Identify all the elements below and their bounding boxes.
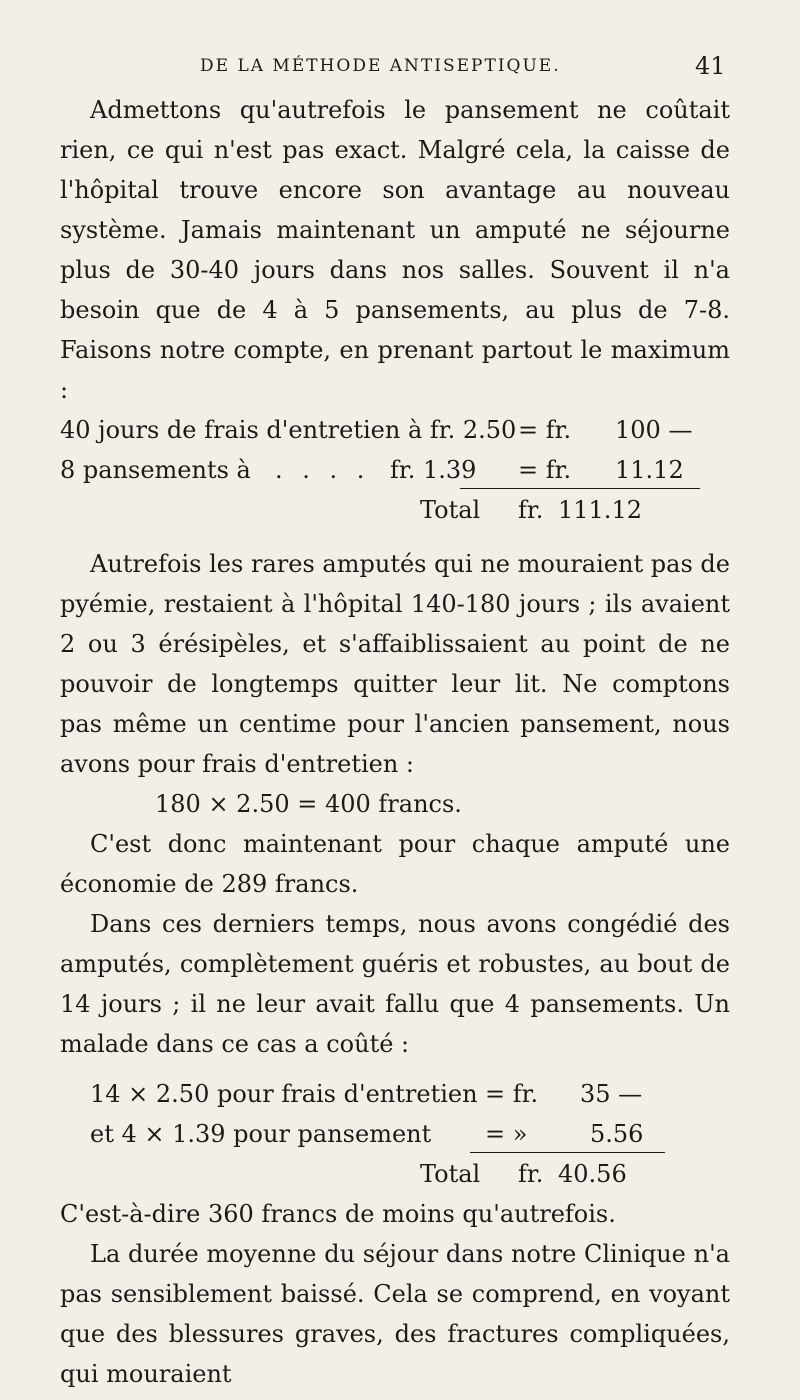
calc1-total [60,490,730,530]
calc2-text: 180 × 2.50 = 400 francs. [155,790,462,818]
body-text [60,90,730,1394]
calc1-line1-eq: = fr. [518,416,572,444]
calc1-total-fr: fr. [518,496,544,524]
calc1-total-label: Total [420,496,481,524]
calc3-total-label: Total [420,1160,481,1188]
calc1-line2-desc: 8 pansements à [60,456,251,484]
calc3-total-fr: fr. [518,1160,544,1188]
paragraph-6: La durée moyenne du séjour dans notre Clinique n'a pas sensiblement baissé. Cela se comprend, en voyant que des blessures graves, des fractures compliquées, qui mouraient [60,1240,730,1388]
page-number: 41 [695,52,726,80]
paragraph-2: Autrefois les rares amputés qui ne mouraient pas de pyémie, restaient à l'hôpital 140-180 jours ; ils avaient 2 ou 3 érésipèles, et s'affaiblissaient au point de ne pouvoir de longtemps quitter leur lit. Ne comptons pas même un centime pour l'ancien pansement, nous avons pour frais d'entretien : [60,550,730,778]
calc1-total-amount: 111.12 [558,496,642,524]
calc1-line-1 [60,410,730,450]
calc1-line2-dots: . . . . [275,456,371,484]
calc2-line [60,784,730,824]
calc1-line1-amount: 100 — [615,416,693,444]
paragraph-5: C'est-à-dire 360 francs de moins qu'autrefois. [60,1200,616,1228]
calc1-line2-rate: fr. 1.39 [390,456,477,484]
calc3-line1-amount: 35 — [580,1080,643,1108]
running-head: DE LA MÉTHODE ANTISEPTIQUE. [200,56,561,76]
paragraph-1: Admettons qu'autrefois le pansement ne coûtait rien, ce qui n'est pas exact. Malgré cela, la caisse de l'hôpital trouve encore son avantage au nouveau système. Jamais maintenant un amputé ne séjourne plus de 30-40 jours dans nos salles. Souvent il n'a besoin que de 4 à 5 pansements, au plus de 7-8. Faisons notre compte, en prenant partout le maximum : [60,96,730,404]
calc3-total [60,1154,730,1194]
paragraph-4: Dans ces derniers temps, nous avons congédié des amputés, complètement guéris et robustes, au bout de 14 jours ; il ne leur avait fallu que 4 pansements. Un malade dans ce cas a coûté : [60,910,730,1058]
calc3-line2-amount: 5.56 [590,1120,644,1148]
calc3-line-2 [60,1114,730,1154]
calc1-line2-eq: = fr. [518,456,572,484]
page-header [0,52,800,82]
calc3-line2-eq: = » [485,1120,528,1148]
calc3-line1-eq: = fr. [485,1080,539,1108]
calc3-line1-desc: 14 × 2.50 pour frais d'entretien [90,1080,478,1108]
calc3-line-1 [60,1074,730,1114]
calc1-line1-desc: 40 jours de frais d'entretien à fr. 2.50 [60,416,517,444]
calc1-line-2 [60,450,730,490]
calc3-total-amount: 40.56 [558,1160,627,1188]
paragraph-3: C'est donc maintenant pour chaque amputé une économie de 289 francs. [60,830,730,898]
calc3-line2-desc: et 4 × 1.39 pour pansement [90,1120,432,1148]
calc3-sum-rule [470,1152,665,1153]
calc1-line2-amount: 11.12 [615,456,684,484]
calc1-sum-rule [460,488,700,489]
